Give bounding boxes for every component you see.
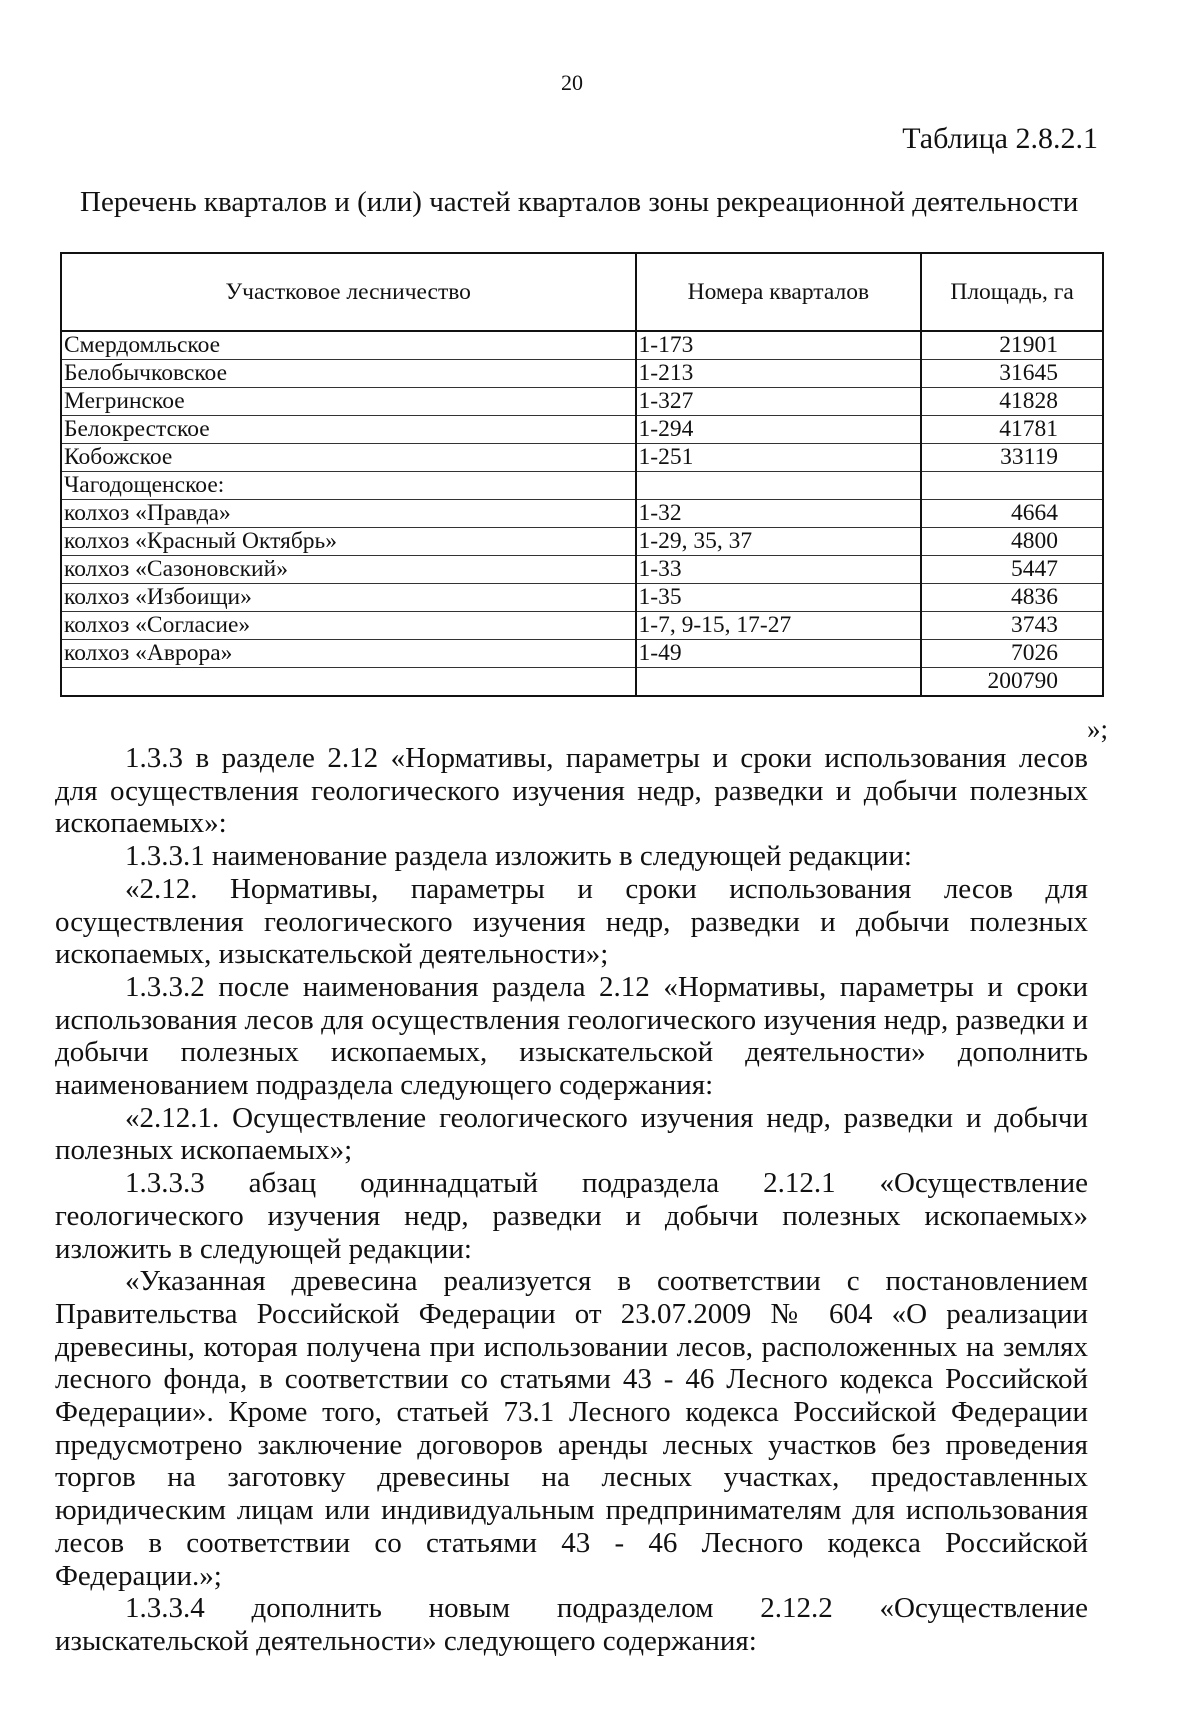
- cell-quarters: 1-35: [636, 584, 922, 612]
- body-text: [55, 742, 1088, 1658]
- cell-quarters: 1-173: [636, 331, 922, 360]
- paragraph: «2.12.1. Осуществление геологического изучения недр, разведки и добычи полезных ископаемых»;: [55, 1101, 1088, 1167]
- cell-area: 5447: [921, 556, 1103, 584]
- cell-area: [921, 472, 1103, 500]
- cell-area: 4836: [921, 584, 1103, 612]
- page-number: 20: [561, 70, 583, 95]
- cell-area: 41828: [921, 388, 1103, 416]
- paragraph: 1.3.3.4 дополнить новым подразделом 2.12.2 «Осуществление изыскательской деятельности» следующего содержания:: [55, 1592, 1088, 1657]
- cell-quarters: 1-49: [636, 640, 922, 668]
- cell-area: 21901: [921, 331, 1103, 360]
- cell-quarters: 1-7, 9-15, 17-27: [636, 612, 922, 640]
- cell-forestry: колхоз «Правда»: [61, 500, 636, 528]
- cell-area: 4664: [921, 500, 1103, 528]
- cell-forestry: колхоз «Аврора»: [61, 640, 636, 668]
- table-row: [61, 612, 1103, 640]
- cell-quarters: 1-33: [636, 556, 922, 584]
- table-row: [61, 584, 1103, 612]
- header-area: Площадь, га: [921, 253, 1103, 331]
- cell-forestry: Белокрестское: [61, 416, 636, 444]
- cell-area: 41781: [921, 416, 1103, 444]
- cell-forestry: Чагодощенское:: [61, 472, 636, 500]
- cell-forestry: колхоз «Красный Октябрь»: [61, 528, 636, 556]
- cell-area: 3743: [921, 612, 1103, 640]
- table-row: [61, 668, 1103, 697]
- cell-area: 31645: [921, 360, 1103, 388]
- cell-quarters: 1-29, 35, 37: [636, 528, 922, 556]
- table-row: [61, 360, 1103, 388]
- paragraph: «2.12. Нормативы, параметры и сроки использования лесов для осуществления геологического изучения недр, разведки и добычи полезных ископаемых, изыскательской деятельности»;: [55, 872, 1088, 971]
- cell-forestry: колхоз «Сазоновский»: [61, 556, 636, 584]
- table-caption: Таблица 2.8.2.1: [902, 122, 1098, 155]
- cell-forestry: Смердомльское: [61, 331, 636, 360]
- table-row: [61, 331, 1103, 360]
- table-row: [61, 416, 1103, 444]
- cell-area: 200790: [921, 668, 1103, 697]
- cell-forestry: колхоз «Избоищи»: [61, 584, 636, 612]
- paragraph: 1.3.3.2 после наименования раздела 2.12 «Нормативы, параметры и сроки использования лесов для осуществления геологического изучения недр, разведки и добычи полезных ископаемых, изыскательской деятельности» дополнить наименованием подраздела следующего содержания:: [55, 970, 1088, 1102]
- table-row: [61, 388, 1103, 416]
- paragraph: «Указанная древесина реализуется в соответствии с постановлением Правительства Российской Федерации от 23.07.2009 № 604 «О реализации древесины, которая получена при использовании лесов, расположенных на землях лесного фонда, в соответствии со статьями 43 - 46 Лесного кодекса Российской Федерации». Кроме того, статьей 73.1 Лесного кодекса Российской Федерации предусмотрено заключение договоров аренды лесных участков без проведения торгов на заготовку древесины на лесных участках, предоставленных юридическим лицам или индивидуальным предпринимателям для использования лесов в соответствии со статьями 43 - 46 Лесного кодекса Российской Федерации.»;: [55, 1265, 1088, 1592]
- table-body: [61, 331, 1103, 696]
- table-row: [61, 472, 1103, 500]
- table-header-row: [61, 253, 1103, 331]
- table-row: [61, 640, 1103, 668]
- cell-area: 33119: [921, 444, 1103, 472]
- header-forestry: Участковое лесничество: [61, 253, 636, 331]
- cell-forestry: [61, 668, 636, 697]
- cell-forestry: Кобожское: [61, 444, 636, 472]
- table-row: [61, 528, 1103, 556]
- closing-quote: »;: [1086, 714, 1108, 744]
- quarters-table: [60, 252, 1104, 697]
- cell-quarters: 1-251: [636, 444, 922, 472]
- cell-quarters: 1-327: [636, 388, 922, 416]
- cell-quarters: 1-32: [636, 500, 922, 528]
- header-quarters: Номера кварталов: [636, 253, 922, 331]
- cell-forestry: Белобычковское: [61, 360, 636, 388]
- cell-quarters: [636, 472, 922, 500]
- table-row: [61, 444, 1103, 472]
- cell-quarters: 1-213: [636, 360, 922, 388]
- cell-area: 4800: [921, 528, 1103, 556]
- cell-forestry: колхоз «Согласие»: [61, 612, 636, 640]
- table-title: Перечень кварталов и (или) частей кварталов зоны рекреационной деятельности: [80, 186, 1079, 218]
- cell-quarters: 1-294: [636, 416, 922, 444]
- table-row: [61, 556, 1103, 584]
- cell-area: 7026: [921, 640, 1103, 668]
- table-row: [61, 500, 1103, 528]
- paragraph: 1.3.3.3 абзац одиннадцатый подраздела 2.12.1 «Осуществление геологического изучения недр, разведки и добычи полезных ископаемых» изложить в следующей редакции:: [55, 1167, 1088, 1265]
- cell-forestry: Мегринское: [61, 388, 636, 416]
- cell-quarters: [636, 668, 922, 697]
- paragraph: 1.3.3 в разделе 2.12 «Нормативы, параметры и сроки использования лесов для осуществления геологического изучения недр, разведки и добычи полезных ископаемых»:: [55, 742, 1088, 840]
- paragraph: 1.3.3.1 наименование раздела изложить в следующей редакции:: [125, 840, 912, 873]
